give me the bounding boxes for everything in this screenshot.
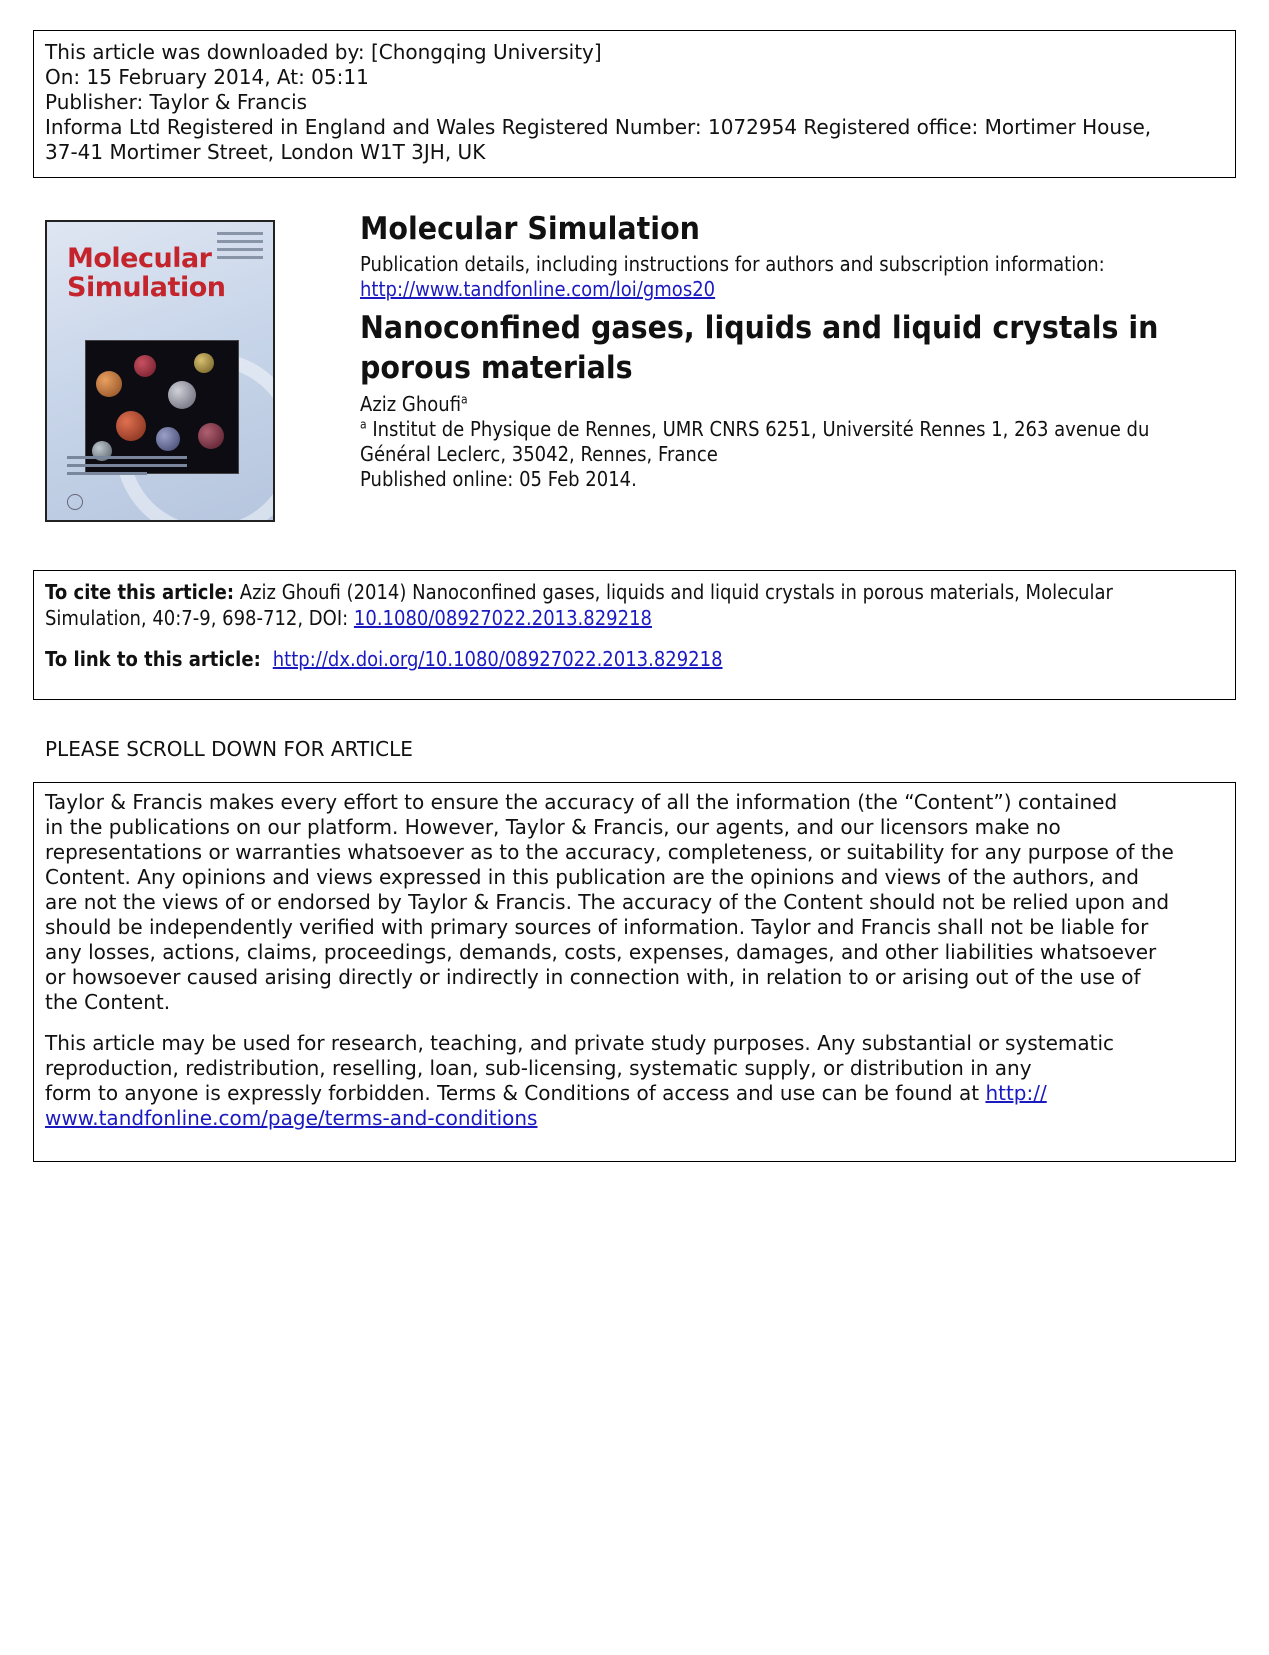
cite-line-1 (45, 579, 1113, 605)
cover-meta-lines (217, 232, 263, 264)
disclaimer-line: Taylor & Francis makes every effort to ensure the accuracy of all the information (the “Content”) contained (45, 790, 1118, 814)
publication-details: Publication details, including instructions for authors and subscription information: (360, 252, 1105, 276)
disclaimer-line: should be independently verified with primary sources of information. Taylor and Francis shall not be liable for (45, 915, 1149, 939)
affiliation-line-2: Général Leclerc, 35042, Rennes, France (360, 442, 718, 466)
author (360, 392, 1152, 417)
disclaimer-line: the Content. (45, 990, 171, 1014)
cite-text-1: Aziz Ghoufi (2014) Nanoconfined gases, liquids and liquid crystals in porous materials, Molecular (234, 580, 1113, 604)
disclaimer-line: representations or warranties whatsoever as to the accuracy, completeness, or suitability for any purpose of the (45, 840, 1174, 864)
terms-link-part-2[interactable]: www.tandfonline.com/page/terms-and-conditions (45, 1106, 538, 1130)
article-title-line-2: porous materials (360, 350, 633, 386)
link-line (45, 646, 1106, 672)
disclaimer-box (33, 782, 1236, 1162)
usage-line: reproduction, redistribution, reselling, loan, sub-licensing, systematic supply, or distribution in any (45, 1056, 1032, 1080)
disclaimer-line: in the publications on our platform. However, Taylor & Francis, our agents, and our licensors make no (45, 815, 1061, 839)
cite-text-2: Simulation, 40:7-9, 698-712, DOI: (45, 606, 354, 630)
journal-cover-image (45, 220, 275, 522)
usage-text: form to anyone is expressly forbidden. Terms & Conditions of access and use can be found at (45, 1081, 986, 1105)
doi-link[interactable]: 10.1080/08927022.2013.829218 (353, 606, 652, 630)
link-label: To link to this article: (45, 647, 268, 671)
article-title-line-1: Nanoconfined gases, liquids and liquid crystals in (360, 310, 1159, 346)
cite-line-2 (45, 605, 1106, 631)
usage-line-3 (45, 1081, 1224, 1106)
journal-title: Molecular Simulation (360, 211, 700, 247)
cover-title: Molecular Simulation (67, 243, 226, 303)
cover-footer-lines (67, 456, 187, 480)
download-line-5: 37-41 Mortimer Street, London W1T 3JH, UK (45, 140, 486, 164)
affiliation-superscript: a (360, 417, 367, 432)
disclaimer-line: any losses, actions, claims, proceedings, demands, costs, expenses, damages, and other liabilities whatsoever (45, 940, 1157, 964)
download-notice-box (33, 30, 1236, 178)
usage-line: This article may be used for research, teaching, and private study purposes. Any substantial or systematic (45, 1031, 1115, 1055)
download-line-1: This article was downloaded by: [Chongqing University] (45, 40, 602, 64)
cover-molecule-art (85, 340, 239, 474)
download-line-3: Publisher: Taylor & Francis (45, 90, 308, 114)
article-doi-url-link[interactable]: http://dx.doi.org/10.1080/08927022.2013.829218 (272, 647, 723, 671)
author-superscript: a (461, 392, 468, 407)
download-line-4: Informa Ltd Registered in England and Wales Registered Number: 1072954 Registered office: Mortimer House, (45, 115, 1152, 139)
cite-label: To cite this article: (45, 580, 235, 604)
affiliation-line-1 (360, 417, 1152, 442)
disclaimer-line: are not the views of or endorsed by Taylor & Francis. The accuracy of the Content should not be relied upon and (45, 890, 1170, 914)
article-title (360, 308, 1170, 388)
usage-line-4 (45, 1106, 1224, 1131)
disclaimer-line: Content. Any opinions and views expressed in this publication are the opinions and views of the authors, and (45, 865, 1139, 889)
journal-url-link[interactable]: http://www.tandfonline.com/loi/gmos20 (360, 277, 716, 301)
scroll-down-note: PLEASE SCROLL DOWN FOR ARTICLE (45, 737, 413, 761)
published-online: Published online: 05 Feb 2014. (360, 467, 637, 491)
author-name: Aziz Ghoufi (360, 392, 462, 416)
affiliation-text-1: Institut de Physique de Rennes, UMR CNRS 6251, Université Rennes 1, 263 avenue du (366, 417, 1150, 441)
terms-link-part-1[interactable]: http:// (985, 1081, 1047, 1105)
disclaimer-line: or howsoever caused arising directly or indirectly in connection with, in relation to or arising out of the use of (45, 965, 1141, 989)
publisher-logo-icon (67, 494, 83, 510)
citation-box (33, 570, 1236, 700)
article-header (360, 210, 1240, 492)
download-line-2: On: 15 February 2014, At: 05:11 (45, 65, 369, 89)
